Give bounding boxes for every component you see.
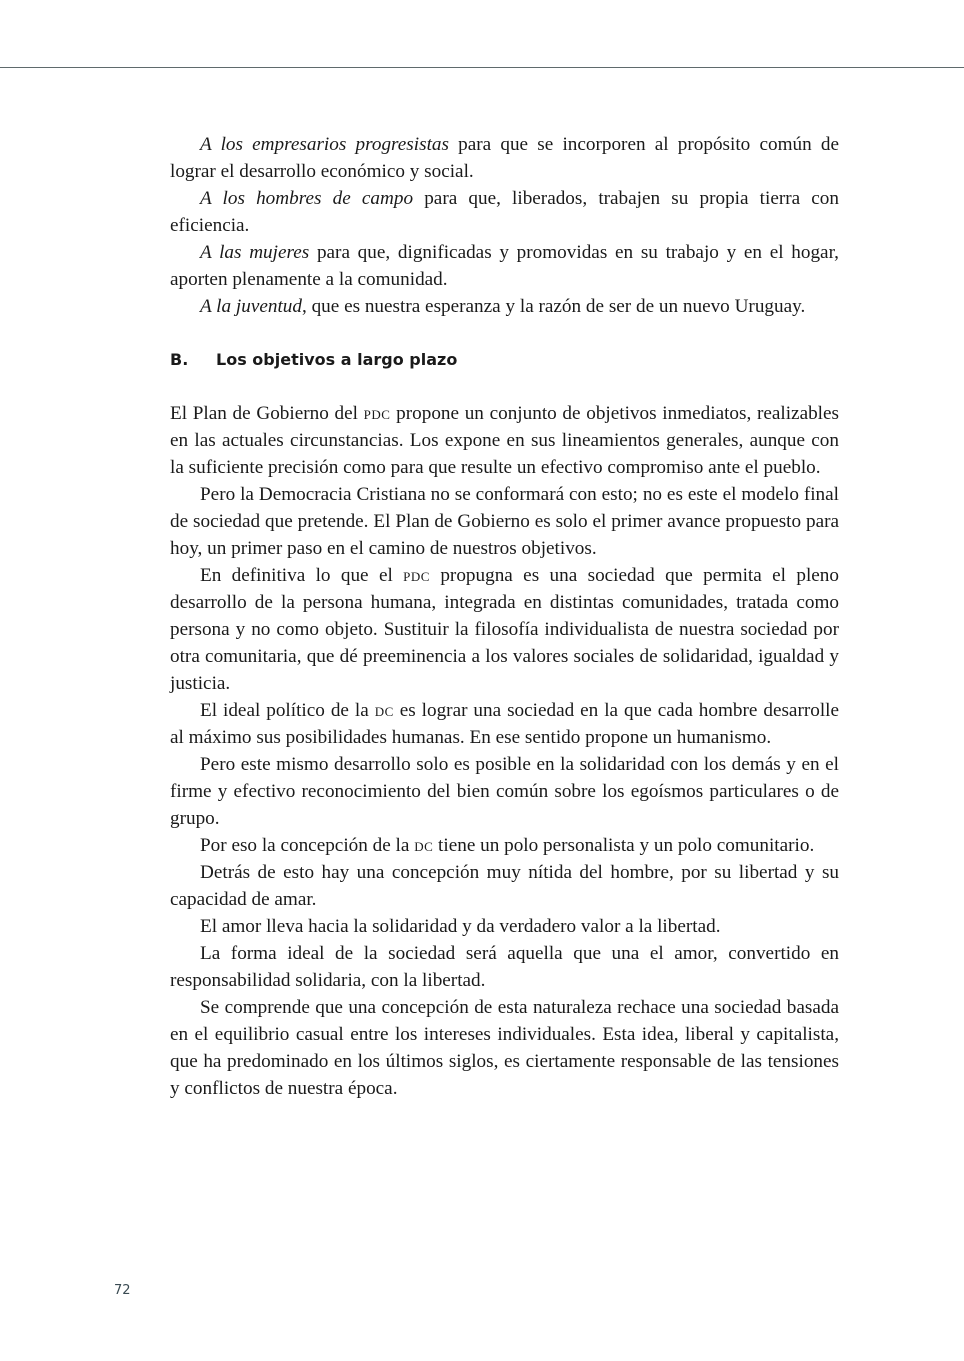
page-number: 72 xyxy=(114,1283,131,1298)
body-paragraph-2: Pero la Democracia Cristiana no se conformará con esto; no es este el modelo final de sociedad que pretende. El Plan de Gobierno es solo el primer avance propuesto para hoy, un primer paso en el camino de nuestros objetivos. xyxy=(170,484,839,559)
header-rule xyxy=(0,67,964,68)
body-paragraph-9: La forma ideal de la sociedad será aquella que una el amor, convertido en responsabilidad solidaria, con la libertad. xyxy=(170,943,839,991)
paragraph-text: propone un conjunto de objetivos inmediatos, realizables en las actuales circunstancias. Los expone en sus lineamientos generales, aunque con la suficiente precisión como para que resulte un efectivo compromiso ante el pueblo. xyxy=(170,403,839,478)
italic-lead: A la juventud xyxy=(200,296,302,317)
paragraph-text: , que es nuestra esperanza y la razón de ser de un nuevo Uruguay. xyxy=(301,296,806,317)
body-paragraph-3 xyxy=(170,562,839,697)
paragraph-text: El ideal político de la xyxy=(200,700,375,721)
body-paragraph-8: El amor lleva hacia la solidaridad y da verdadero valor a la libertad. xyxy=(200,916,721,937)
italic-lead: A los hombres de campo xyxy=(200,188,414,209)
intro-paragraph-juventud xyxy=(170,293,839,320)
body-paragraph-10: Se comprende que una concepción de esta naturaleza rechace una sociedad basada en el equilibrio casual entre los intereses individuales. Esta idea, liberal y capitalista, que ha predominado en los últimos siglos, es ciertamente responsable de las tensiones y conflictos de nuestra época. xyxy=(170,997,839,1099)
paragraph-text: para que, liberados, trabajen su propia tierra con eficiencia. xyxy=(170,188,839,236)
paragraph-text: El Plan de Gobierno del xyxy=(170,403,364,424)
paragraph-text: Por eso la concepción de la xyxy=(200,835,415,856)
body-paragraph-6 xyxy=(170,832,839,859)
paragraph-text: es lograr una sociedad en la que cada hombre desarrolle al máximo sus posibilidades humanas. En ese sentido propone un humanismo. xyxy=(170,700,839,748)
body-paragraph-1 xyxy=(170,400,839,481)
paragraph-text: propugna es una sociedad que permita el pleno desarrollo de la persona humana, integrada en distintas comunidades, tratada como persona y no como objeto. Sustituir la filosofía individualista de nuestra sociedad por otra comunitaria, que dé preeminencia a los valores sociales de solidaridad, igualdad y justicia. xyxy=(170,565,839,694)
body-paragraph-7: Detrás de esto hay una concepción muy nítida del hombre, por su libertad y su capacidad de amar. xyxy=(170,862,839,910)
section-letter: B. xyxy=(170,350,189,369)
paragraph-text: tiene un polo personalista y un polo comunitario. xyxy=(433,835,815,856)
intro-paragraph-empresarios xyxy=(170,131,839,185)
italic-lead: A los empresarios progresistas xyxy=(200,134,449,155)
section-title: Los objetivos a largo plazo xyxy=(216,350,458,369)
paragraph-text: para que, dignificadas y promovidas en su trabajo y en el hogar, aporten plenamente a la comunidad. xyxy=(170,242,839,290)
acronym: pdc xyxy=(363,403,391,424)
paragraph-text: En definitiva lo que el xyxy=(200,565,404,586)
intro-paragraph-mujeres xyxy=(170,239,839,293)
section-heading xyxy=(170,346,839,373)
acronym: pdc xyxy=(403,565,430,586)
italic-lead: A las mujeres xyxy=(200,242,310,263)
acronym: dc xyxy=(374,700,394,721)
body-paragraph-5: Pero este mismo desarrollo solo es posible en la solidaridad con los demás y en el firme y efectivo reconocimiento del bien común sobre los egoísmos particulares o de grupo. xyxy=(170,754,839,829)
page-body xyxy=(170,131,839,1102)
intro-paragraph-campo xyxy=(170,185,839,239)
body-paragraph-4 xyxy=(170,697,839,751)
paragraph-text: para que se incorporen al propósito común de lograr el desarrollo económico y social. xyxy=(170,134,839,182)
acronym: dc xyxy=(414,835,434,856)
